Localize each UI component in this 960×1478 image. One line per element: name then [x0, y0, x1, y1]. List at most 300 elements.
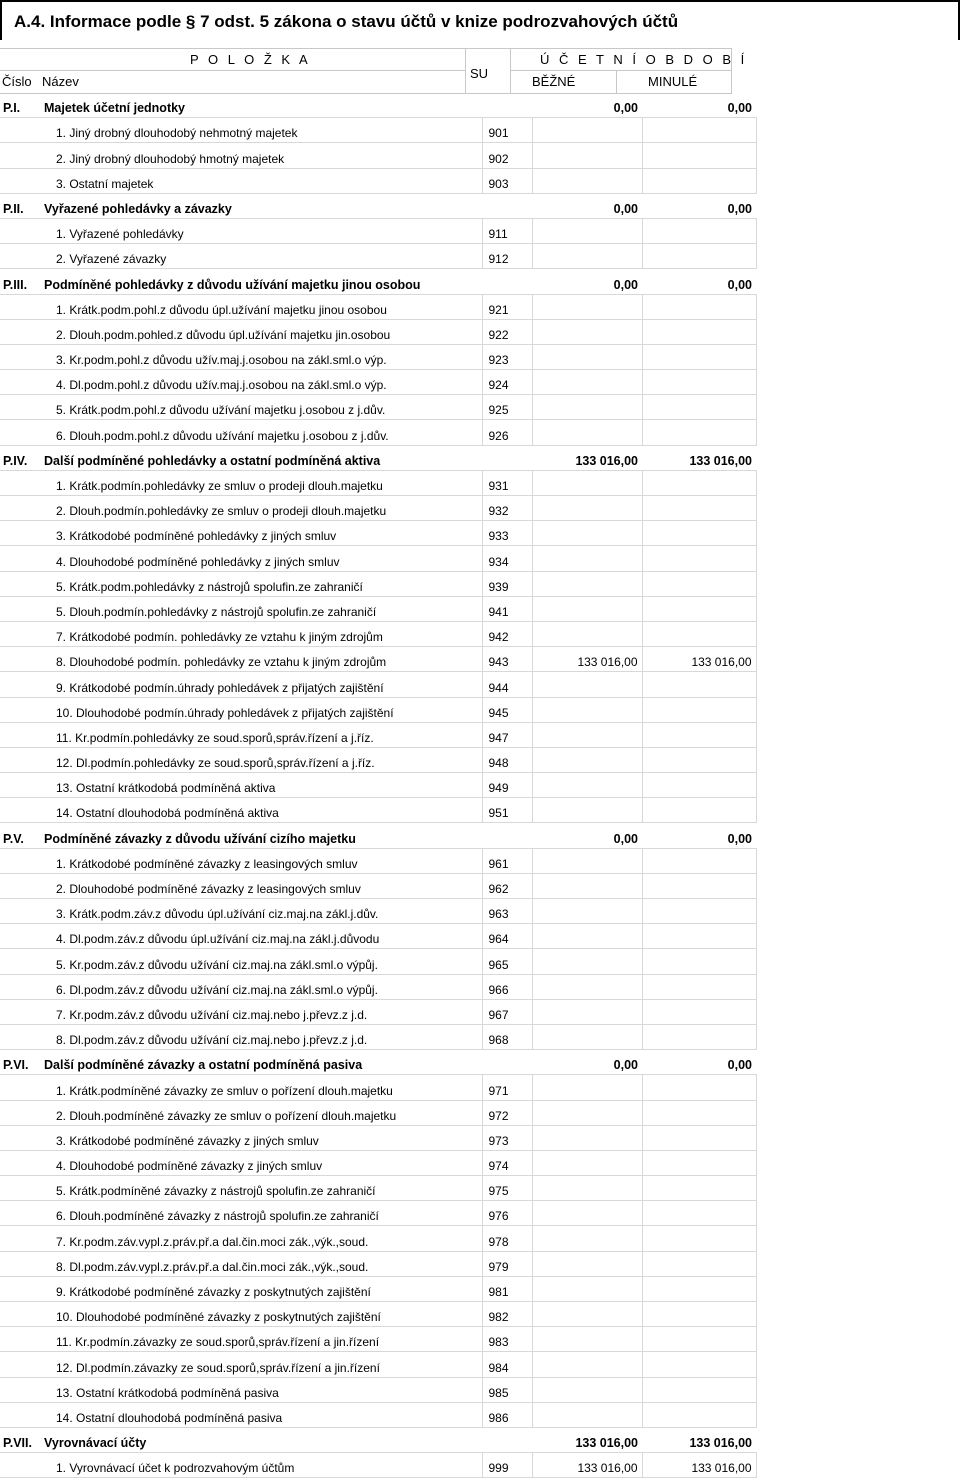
row-number — [0, 168, 30, 193]
table-row — [0, 722, 756, 747]
row-name: 1. Vyřazené pohledávky — [30, 218, 482, 243]
table-row — [0, 244, 756, 269]
row-minule — [642, 596, 756, 621]
header-divider — [616, 70, 617, 93]
row-su: 941 — [482, 596, 532, 621]
accounts-table-body — [0, 93, 756, 1478]
table-row — [0, 1176, 756, 1201]
row-bezne — [532, 747, 642, 772]
table-row — [0, 344, 756, 369]
row-minule — [642, 1150, 756, 1175]
row-number — [0, 596, 30, 621]
row-bezne — [532, 974, 642, 999]
row-su: 975 — [482, 1176, 532, 1201]
row-bezne — [532, 319, 642, 344]
row-number — [0, 999, 30, 1024]
row-minule — [642, 218, 756, 243]
row-bezne — [532, 1201, 642, 1226]
table-row — [0, 319, 756, 344]
row-su — [482, 93, 532, 118]
table-row — [0, 571, 756, 596]
row-bezne — [532, 344, 642, 369]
row-bezne — [532, 873, 642, 898]
row-name: 7. Kr.podm.záv.z důvodu užívání ciz.maj.nebo j.převz.z j.d. — [30, 999, 482, 1024]
row-minule — [642, 1402, 756, 1427]
row-minule — [642, 1075, 756, 1100]
row-minule — [642, 924, 756, 949]
row-su: 976 — [482, 1201, 532, 1226]
table-row — [0, 848, 756, 873]
table-row — [0, 1453, 756, 1478]
table-row — [0, 470, 756, 495]
row-number: P.VII. — [0, 1427, 30, 1452]
row-su: 933 — [482, 521, 532, 546]
row-minule: 0,00 — [642, 1050, 756, 1075]
row-number — [0, 521, 30, 546]
row-bezne: 133 016,00 — [532, 647, 642, 672]
row-minule — [642, 722, 756, 747]
row-su: 951 — [482, 798, 532, 823]
row-number — [0, 218, 30, 243]
row-bezne: 0,00 — [532, 93, 642, 118]
table-row — [0, 924, 756, 949]
row-bezne — [532, 1276, 642, 1301]
row-bezne — [532, 722, 642, 747]
header-top-border — [0, 48, 732, 49]
row-number — [0, 571, 30, 596]
row-minule — [642, 1327, 756, 1352]
row-bezne — [532, 1125, 642, 1150]
row-minule — [642, 294, 756, 319]
header-minule: MINULÉ — [648, 74, 698, 89]
row-su: 926 — [482, 420, 532, 445]
row-number — [0, 294, 30, 319]
row-number — [0, 873, 30, 898]
row-number — [0, 1226, 30, 1251]
row-bezne — [532, 420, 642, 445]
row-name: 1. Krátk.podmíněné závazky ze smluv o pořízení dlouh.majetku — [30, 1075, 482, 1100]
row-name: 14. Ostatní dlouhodobá podmíněná pasiva — [30, 1402, 482, 1427]
table-row — [0, 873, 756, 898]
row-minule — [642, 395, 756, 420]
table-row — [0, 168, 756, 193]
row-number: P.V. — [0, 823, 30, 848]
table-row — [0, 798, 756, 823]
table-row — [0, 647, 756, 672]
row-number — [0, 899, 30, 924]
row-su: 983 — [482, 1327, 532, 1352]
table-row — [0, 1150, 756, 1175]
row-name: 12. Dl.podmín.závazky ze soud.sporů,správ.řízení a jin.řízení — [30, 1352, 482, 1377]
row-name: Další podmíněné závazky a ostatní podmíněná pasiva — [30, 1050, 482, 1075]
table-row — [0, 949, 756, 974]
row-minule: 0,00 — [642, 823, 756, 848]
row-bezne — [532, 571, 642, 596]
header-polozka: P O L O Ž K A — [190, 52, 311, 67]
row-name: 10. Dlouhodobé podmíněné závazky z poskytnutých zajištění — [30, 1302, 482, 1327]
row-su: 911 — [482, 218, 532, 243]
row-bezne: 133 016,00 — [532, 1453, 642, 1478]
row-name: 11. Kr.podmín.pohledávky ze soud.sporů,správ.řízení a j.říz. — [30, 722, 482, 747]
row-minule — [642, 1352, 756, 1377]
row-minule — [642, 143, 756, 168]
row-bezne — [532, 672, 642, 697]
table-row — [0, 596, 756, 621]
row-bezne — [532, 143, 642, 168]
row-number — [0, 1453, 30, 1478]
table-row — [0, 1226, 756, 1251]
row-su: 923 — [482, 344, 532, 369]
table-row — [0, 395, 756, 420]
row-bezne: 0,00 — [532, 269, 642, 294]
table-header — [0, 48, 748, 93]
row-bezne — [532, 773, 642, 798]
row-bezne: 133 016,00 — [532, 1427, 642, 1452]
table-row — [0, 1377, 756, 1402]
row-name: 1. Krátkodobé podmíněné závazky z leasingových smluv — [30, 848, 482, 873]
row-name: 3. Ostatní majetek — [30, 168, 482, 193]
row-bezne — [532, 1150, 642, 1175]
row-su: 943 — [482, 647, 532, 672]
table-row — [0, 294, 756, 319]
row-bezne — [532, 924, 642, 949]
header-cislo: Číslo — [2, 74, 32, 89]
row-number — [0, 722, 30, 747]
row-number — [0, 470, 30, 495]
row-name: 5. Kr.podm.záv.z důvodu užívání ciz.maj.na zákl.sml.o výpůj. — [30, 949, 482, 974]
table-row — [0, 118, 756, 143]
row-minule — [642, 546, 756, 571]
row-number — [0, 1327, 30, 1352]
row-name: 3. Krátkodobé podmíněné pohledávky z jiných smluv — [30, 521, 482, 546]
row-name: 1. Jiný drobný dlouhodobý nehmotný majetek — [30, 118, 482, 143]
row-name: 3. Krátkodobé podmíněné závazky z jiných smluv — [30, 1125, 482, 1150]
row-name: 12. Dl.podmín.pohledávky ze soud.sporů,správ.řízení a j.říz. — [30, 747, 482, 772]
row-bezne — [532, 1176, 642, 1201]
row-bezne — [532, 1377, 642, 1402]
table-row — [0, 1352, 756, 1377]
row-su — [482, 1427, 532, 1452]
row-name: 5. Krátk.podmíněné závazky z nástrojů spolufin.ze zahraničí — [30, 1176, 482, 1201]
page-title: A.4. Informace podle § 7 odst. 5 zákona o stavu účtů v knize podrozvahových účtů — [14, 12, 679, 31]
row-name: 5. Dlouh.podmín.pohledávky z nástrojů spolufin.ze zahraničí — [30, 596, 482, 621]
row-minule — [642, 848, 756, 873]
row-bezne — [532, 999, 642, 1024]
header-obdobi: Ú Č E T N Í O B D O B Í — [540, 52, 748, 67]
row-bezne — [532, 1024, 642, 1049]
row-number — [0, 395, 30, 420]
row-name: 9. Krátkodobé podmín.úhrady pohledávek z přijatých zajištění — [30, 672, 482, 697]
row-number — [0, 546, 30, 571]
table-row — [0, 1075, 756, 1100]
table-row — [0, 1125, 756, 1150]
row-number — [0, 370, 30, 395]
row-minule — [642, 470, 756, 495]
table-row — [0, 1024, 756, 1049]
row-number — [0, 1276, 30, 1301]
row-bezne — [532, 697, 642, 722]
row-bezne — [532, 118, 642, 143]
row-name: 2. Vyřazené závazky — [30, 244, 482, 269]
row-su: 903 — [482, 168, 532, 193]
table-row — [0, 747, 756, 772]
row-minule — [642, 1176, 756, 1201]
row-su: 961 — [482, 848, 532, 873]
row-name: 7. Krátkodobé podmín. pohledávky ze vztahu k jiným zdrojům — [30, 621, 482, 646]
table-row — [0, 1251, 756, 1276]
row-su: 966 — [482, 974, 532, 999]
row-minule — [642, 999, 756, 1024]
row-number — [0, 496, 30, 521]
row-name: 8. Dl.podm.záv.vypl.z.práv.př.a dal.čin.moci zák.,výk.,soud. — [30, 1251, 482, 1276]
table-row — [0, 621, 756, 646]
row-bezne — [532, 218, 642, 243]
row-su: 986 — [482, 1402, 532, 1427]
row-number — [0, 1150, 30, 1175]
row-name: 9. Krátkodobé podmíněné závazky z poskytnutých zajištění — [30, 1276, 482, 1301]
row-su: 949 — [482, 773, 532, 798]
table-row — [0, 496, 756, 521]
row-number — [0, 1402, 30, 1427]
row-name: 6. Dlouh.podm.pohl.z důvodu užívání majetku j.osobou z j.dův. — [30, 420, 482, 445]
row-name: 4. Dl.podm.záv.z důvodu úpl.užívání ciz.maj.na zákl.j.důvodu — [30, 924, 482, 949]
section-row — [0, 445, 756, 470]
row-name: 13. Ostatní krátkodobá podmíněná pasiva — [30, 1377, 482, 1402]
row-number — [0, 773, 30, 798]
row-su: 924 — [482, 370, 532, 395]
row-number — [0, 1377, 30, 1402]
row-su — [482, 193, 532, 218]
row-number — [0, 420, 30, 445]
row-name: 1. Vyrovnávací účet k podrozvahovým účtům — [30, 1453, 482, 1478]
row-su: 974 — [482, 1150, 532, 1175]
row-minule — [642, 168, 756, 193]
table-row — [0, 773, 756, 798]
row-name: 8. Dl.podm.záv.z důvodu užívání ciz.maj.nebo j.převz.z j.d. — [30, 1024, 482, 1049]
row-name: 2. Jiný drobný dlouhodobý hmotný majetek — [30, 143, 482, 168]
row-su: 978 — [482, 1226, 532, 1251]
row-number — [0, 1176, 30, 1201]
table-row — [0, 1327, 756, 1352]
row-minule — [642, 1024, 756, 1049]
row-su: 985 — [482, 1377, 532, 1402]
row-su: 942 — [482, 621, 532, 646]
table-row — [0, 999, 756, 1024]
row-bezne — [532, 1251, 642, 1276]
row-bezne — [532, 496, 642, 521]
row-bezne — [532, 798, 642, 823]
row-number — [0, 647, 30, 672]
row-su: 934 — [482, 546, 532, 571]
row-number — [0, 798, 30, 823]
row-su: 984 — [482, 1352, 532, 1377]
header-bezne: BĚŽNÉ — [532, 74, 576, 89]
row-bezne: 0,00 — [532, 193, 642, 218]
row-bezne — [532, 1327, 642, 1352]
row-su: 973 — [482, 1125, 532, 1150]
header-divider — [465, 48, 466, 93]
accounts-table — [0, 93, 757, 1478]
row-minule — [642, 798, 756, 823]
row-name: 3. Kr.podm.pohl.z důvodu užív.maj.j.osobou na zákl.sml.o výp. — [30, 344, 482, 369]
row-number — [0, 672, 30, 697]
row-bezne — [532, 848, 642, 873]
row-minule — [642, 370, 756, 395]
row-bezne — [532, 168, 642, 193]
row-minule — [642, 1251, 756, 1276]
row-minule — [642, 571, 756, 596]
row-minule — [642, 1377, 756, 1402]
row-number: P.II. — [0, 193, 30, 218]
row-bezne — [532, 949, 642, 974]
row-su: 999 — [482, 1453, 532, 1478]
row-minule — [642, 899, 756, 924]
row-name: 7. Kr.podm.záv.vypl.z.práv.př.a dal.čin.moci zák.,výk.,soud. — [30, 1226, 482, 1251]
row-name: Podmíněné závazky z důvodu užívání cizího majetku — [30, 823, 482, 848]
row-number — [0, 621, 30, 646]
row-name: 8. Dlouhodobé podmín. pohledávky ze vztahu k jiným zdrojům — [30, 647, 482, 672]
row-su: 944 — [482, 672, 532, 697]
table-row — [0, 1402, 756, 1427]
row-minule — [642, 319, 756, 344]
row-number: P.IV. — [0, 445, 30, 470]
row-minule — [642, 974, 756, 999]
row-name: Vyřazené pohledávky a závazky — [30, 193, 482, 218]
section-row — [0, 93, 756, 118]
row-su — [482, 1050, 532, 1075]
row-name: 2. Dlouh.podm.pohled.z důvodu úpl.užívání majetku jin.osobou — [30, 319, 482, 344]
row-su — [482, 823, 532, 848]
row-bezne: 0,00 — [532, 823, 642, 848]
row-name: 4. Dl.podm.pohl.z důvodu užív.maj.j.osobou na zákl.sml.o výp. — [30, 370, 482, 395]
row-number — [0, 924, 30, 949]
table-row — [0, 974, 756, 999]
row-su: 962 — [482, 873, 532, 898]
row-number — [0, 143, 30, 168]
row-minule — [642, 1302, 756, 1327]
row-bezne — [532, 1302, 642, 1327]
row-su: 948 — [482, 747, 532, 772]
row-bezne — [532, 596, 642, 621]
title-bar — [0, 0, 960, 40]
row-minule — [642, 420, 756, 445]
row-su: 939 — [482, 571, 532, 596]
row-name: Majetek účetní jednotky — [30, 93, 482, 118]
header-mid-border-right — [510, 70, 732, 71]
row-number: P.VI. — [0, 1050, 30, 1075]
row-number — [0, 1201, 30, 1226]
row-minule — [642, 521, 756, 546]
row-minule: 133 016,00 — [642, 445, 756, 470]
row-su: 922 — [482, 319, 532, 344]
row-number — [0, 319, 30, 344]
row-minule: 133 016,00 — [642, 647, 756, 672]
row-bezne: 0,00 — [532, 1050, 642, 1075]
row-minule: 0,00 — [642, 193, 756, 218]
row-number — [0, 974, 30, 999]
row-minule — [642, 1201, 756, 1226]
row-minule — [642, 672, 756, 697]
row-number — [0, 949, 30, 974]
row-bezne — [532, 621, 642, 646]
table-row — [0, 1276, 756, 1301]
row-bezne — [532, 1226, 642, 1251]
row-su: 979 — [482, 1251, 532, 1276]
row-name: 3. Krátk.podm.záv.z důvodu úpl.užívání ciz.maj.na zákl.j.dův. — [30, 899, 482, 924]
row-name: 4. Dlouhodobé podmíněné závazky z jiných smluv — [30, 1150, 482, 1175]
row-number — [0, 1024, 30, 1049]
table-row — [0, 546, 756, 571]
row-name: 5. Krátk.podm.pohledávky z nástrojů spolufin.ze zahraničí — [30, 571, 482, 596]
table-row — [0, 1302, 756, 1327]
section-row — [0, 269, 756, 294]
row-minule: 0,00 — [642, 269, 756, 294]
row-name: 1. Krátk.podmín.pohledávky ze smluv o prodeji dlouh.majetku — [30, 470, 482, 495]
row-su: 972 — [482, 1100, 532, 1125]
row-minule — [642, 1276, 756, 1301]
table-row — [0, 1100, 756, 1125]
section-row — [0, 1427, 756, 1452]
header-divider — [510, 48, 511, 93]
row-number — [0, 1352, 30, 1377]
row-name: Další podmíněné pohledávky a ostatní podmíněná aktiva — [30, 445, 482, 470]
row-minule — [642, 949, 756, 974]
row-number: P.I. — [0, 93, 30, 118]
row-bezne — [532, 370, 642, 395]
row-number — [0, 1251, 30, 1276]
row-su — [482, 445, 532, 470]
table-row — [0, 143, 756, 168]
row-bezne — [532, 1075, 642, 1100]
row-su: 982 — [482, 1302, 532, 1327]
row-bezne: 133 016,00 — [532, 445, 642, 470]
row-name: 6. Dlouh.podmíněné závazky z nástrojů spolufin.ze zahraničí — [30, 1201, 482, 1226]
section-row — [0, 823, 756, 848]
table-row — [0, 521, 756, 546]
row-name: Vyrovnávací účty — [30, 1427, 482, 1452]
table-row — [0, 218, 756, 243]
row-su: 925 — [482, 395, 532, 420]
table-row — [0, 370, 756, 395]
row-su: 971 — [482, 1075, 532, 1100]
section-row — [0, 1050, 756, 1075]
row-su — [482, 269, 532, 294]
row-number — [0, 1075, 30, 1100]
header-su: SU — [470, 66, 489, 81]
row-minule — [642, 747, 756, 772]
row-su: 963 — [482, 899, 532, 924]
row-su: 921 — [482, 294, 532, 319]
row-su: 945 — [482, 697, 532, 722]
row-number — [0, 1302, 30, 1327]
row-minule — [642, 621, 756, 646]
row-name: 11. Kr.podmín.závazky ze soud.sporů,správ.řízení a jin.řízení — [30, 1327, 482, 1352]
row-minule — [642, 118, 756, 143]
row-name: 6. Dl.podm.záv.z důvodu užívání ciz.maj.na zákl.sml.o výpůj. — [30, 974, 482, 999]
row-su: 964 — [482, 924, 532, 949]
row-name: Podmíněné pohledávky z důvodu užívání majetku jinou osobou — [30, 269, 482, 294]
row-su: 901 — [482, 118, 532, 143]
row-number — [0, 344, 30, 369]
row-minule — [642, 773, 756, 798]
row-minule — [642, 873, 756, 898]
row-minule — [642, 244, 756, 269]
row-name: 1. Krátk.podm.pohl.z důvodu úpl.užívání majetku jinou osobou — [30, 294, 482, 319]
row-su: 947 — [482, 722, 532, 747]
row-minule: 133 016,00 — [642, 1427, 756, 1452]
row-bezne — [532, 470, 642, 495]
row-su: 932 — [482, 496, 532, 521]
